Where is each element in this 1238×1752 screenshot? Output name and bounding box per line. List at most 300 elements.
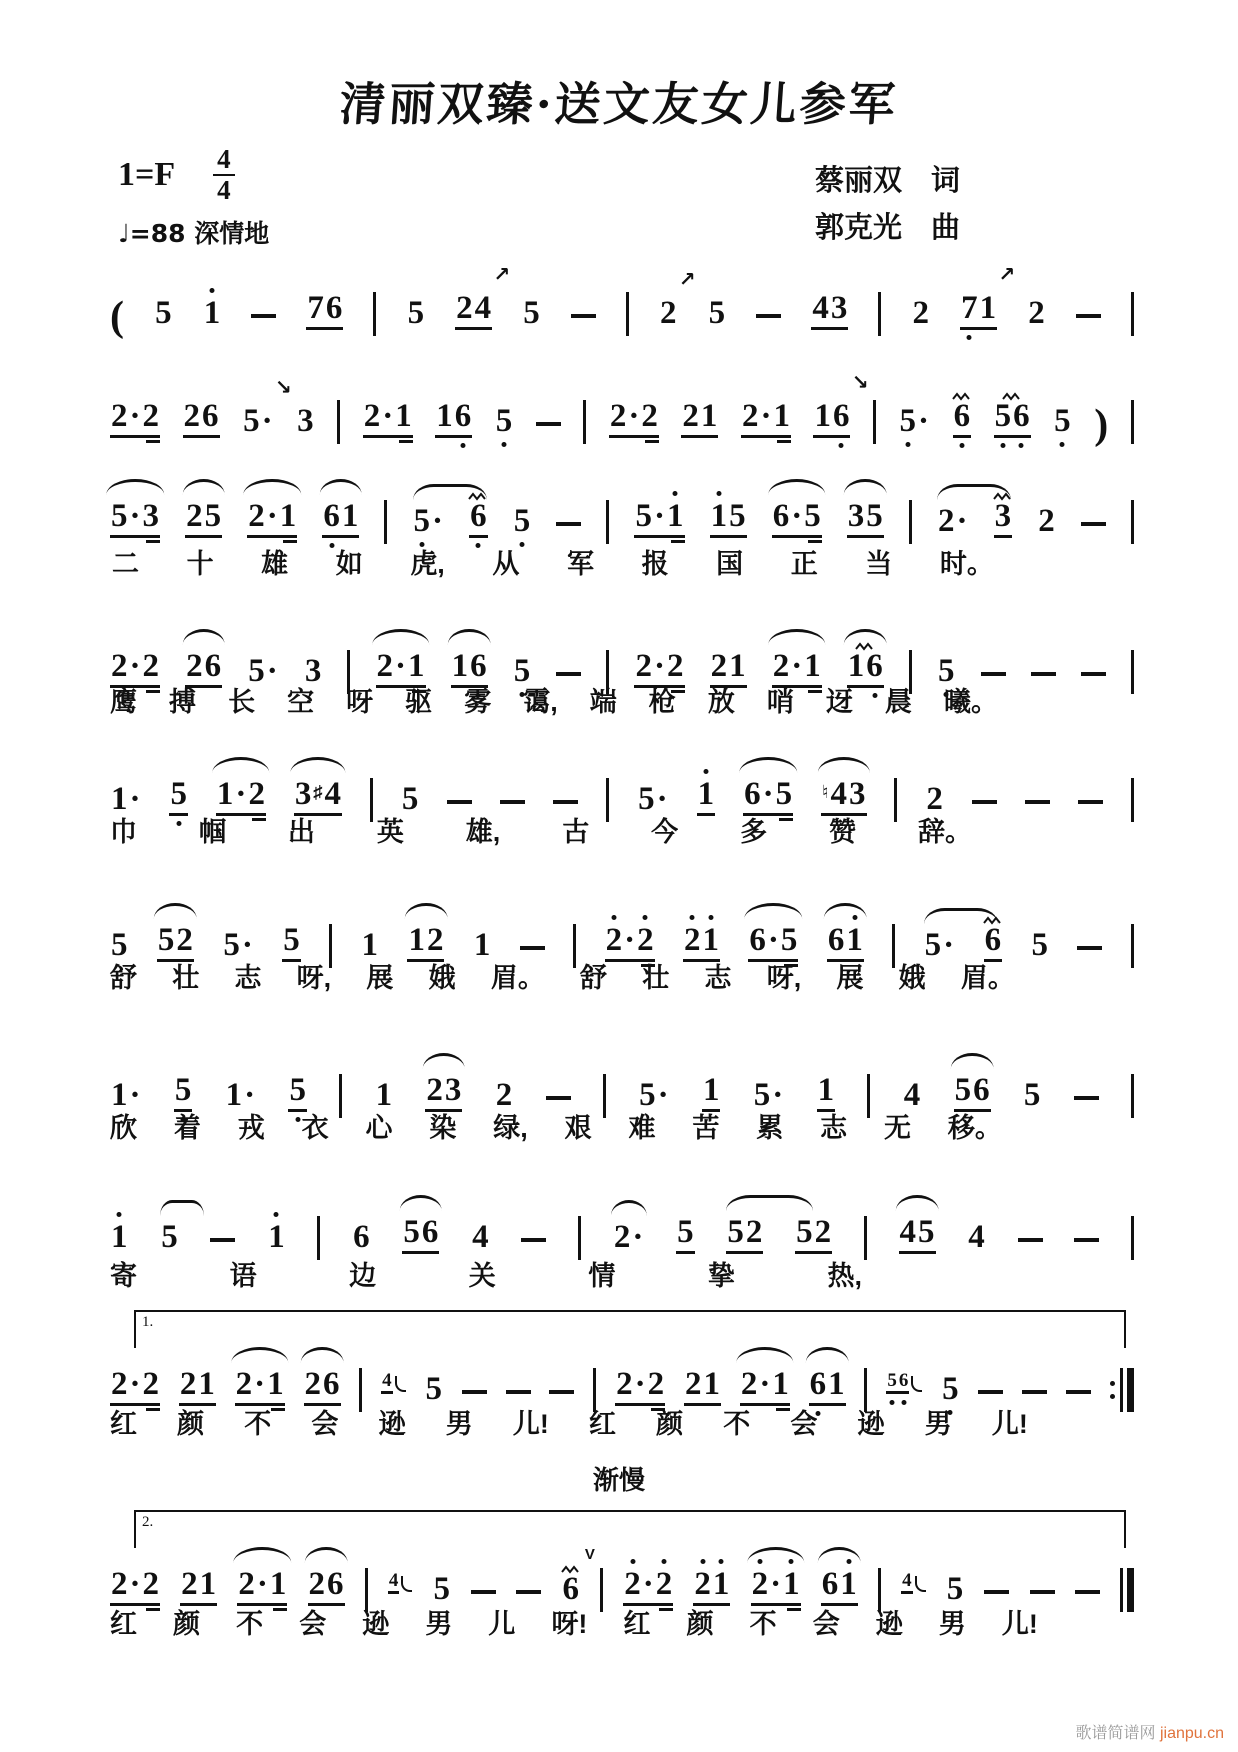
- lyric-syllable: 时。: [939, 549, 994, 579]
- note-digits: [495, 405, 514, 438]
- note-digit: 4: [474, 290, 492, 326]
- dash-note: [1031, 672, 1056, 677]
- note-digit: 2: [426, 1072, 443, 1108]
- note-digit: 6: [1012, 400, 1031, 433]
- rhythm-dot: ·: [129, 1366, 141, 1402]
- note-digit: 5: [635, 498, 652, 534]
- note-digit: 5: [727, 1214, 744, 1250]
- lyric-syllable: 儿!: [991, 1409, 1028, 1439]
- lyric-syllable: 志: [234, 963, 262, 993]
- dash-note: [1022, 1390, 1047, 1395]
- note: [609, 376, 659, 450]
- rhythm-dot: ·: [266, 653, 278, 689]
- rhythm-dot: ·: [266, 498, 278, 534]
- rhythm-dot: ·: [653, 648, 665, 684]
- note-digit: 5: [223, 927, 240, 963]
- note-digit: 5: [161, 1219, 178, 1255]
- lyric-syllable: 染: [429, 1113, 457, 1143]
- note-digit: 6: [454, 400, 473, 433]
- note-digits: [899, 405, 931, 438]
- rhythm-dot: ·: [628, 398, 640, 434]
- note-digits: [693, 1568, 730, 1606]
- note-digit: 1: [216, 776, 234, 812]
- note-digit: 6: [469, 500, 488, 533]
- note-digit: 1: [408, 648, 425, 684]
- octave-dot-above: [643, 915, 648, 920]
- note: [1053, 381, 1072, 450]
- note-digit: 1: [839, 1568, 858, 1601]
- lyric-syllable: 逊: [875, 1609, 903, 1639]
- note-digit: 5: [155, 295, 172, 331]
- octave-dot-above: [846, 1559, 851, 1564]
- rhythm-dot: ·: [634, 1366, 646, 1402]
- note-digits: [185, 500, 222, 538]
- volta-bracket: [134, 1510, 1126, 1548]
- barline: [864, 1216, 867, 1260]
- note: [1023, 1055, 1042, 1124]
- rhythm-dot: ·: [656, 781, 668, 817]
- underline-extra: [645, 440, 659, 443]
- note-digit: 2: [308, 1566, 325, 1602]
- note-digits: [741, 400, 791, 438]
- parenthesis: (: [110, 294, 124, 340]
- lyric-syllable: 壮: [642, 963, 670, 993]
- rhythm-dot: ·: [632, 1219, 644, 1255]
- barline-thin: [1120, 1568, 1123, 1612]
- note: [847, 476, 884, 550]
- note-digit: 1: [845, 924, 864, 957]
- underline-extra: [399, 440, 413, 443]
- rhythm-dot: ·: [759, 1366, 771, 1402]
- note-digit: 4: [472, 1219, 489, 1255]
- note-digits: [811, 292, 848, 330]
- note-digits: [179, 1368, 216, 1406]
- lyric-syllable: 雄,: [465, 817, 501, 847]
- note-digit: 2: [1038, 503, 1055, 539]
- lyric-syllable: 逊: [362, 1609, 390, 1639]
- dash-note: [1078, 800, 1103, 805]
- note-digit: 2: [683, 924, 702, 957]
- note-digit: 5: [866, 498, 883, 534]
- lyric-syllable: 当: [865, 549, 893, 579]
- lyric-syllable: 欣: [110, 1113, 137, 1143]
- note-digit: 3: [142, 498, 160, 534]
- note-digits: [469, 500, 488, 538]
- note: [407, 273, 426, 342]
- note-digit: 2: [111, 398, 128, 434]
- lyric-syllable: 心: [365, 1113, 393, 1143]
- barline: [1131, 650, 1134, 694]
- lyric-syllable: 报: [641, 549, 669, 579]
- note-digit: 2: [684, 1366, 702, 1402]
- note-digit: 5: [796, 1214, 813, 1250]
- lyric-syllable: 挚: [707, 1261, 735, 1291]
- note-digits: [247, 500, 297, 538]
- lyric-syllable: 眉。: [960, 963, 1015, 993]
- lyric-syllable: 语: [229, 1261, 257, 1291]
- note-digits: [809, 1368, 846, 1406]
- note: [710, 476, 747, 550]
- dash-note: [500, 800, 525, 805]
- lyrics-line: [110, 956, 1015, 995]
- note: [435, 376, 472, 450]
- note-digits: [659, 297, 678, 330]
- note-digit: 1: [710, 500, 729, 533]
- note-digit: 3: [304, 653, 322, 689]
- note-digit: 6: [327, 1566, 344, 1602]
- note-digit: 3: [297, 403, 314, 439]
- note-digit: 1: [702, 1072, 720, 1108]
- note-digits: [937, 505, 969, 538]
- note-digit: 5: [413, 505, 432, 538]
- lyric-syllable: 着: [173, 1113, 201, 1143]
- note-digit: 4: [899, 1214, 917, 1250]
- slur-icon: [160, 1200, 203, 1216]
- dash-note: [1030, 1590, 1055, 1595]
- barline: [384, 500, 387, 544]
- lyric-syllable: 男: [445, 1409, 473, 1439]
- note-digits: [710, 500, 747, 538]
- slur-icon: [372, 629, 430, 645]
- note-digits: [402, 1216, 439, 1254]
- lyric-syllable: 志: [820, 1113, 848, 1143]
- lyric-syllable: 颜: [177, 1409, 205, 1439]
- note: [994, 476, 1013, 550]
- dash-note: [756, 314, 781, 319]
- slur-icon: [400, 1195, 443, 1211]
- note: [110, 376, 160, 450]
- note-digit: 6: [984, 922, 1002, 958]
- slur-icon: [212, 757, 270, 773]
- rhythm-dot: ·: [624, 922, 636, 958]
- rhythm-dot: ·: [642, 1566, 654, 1602]
- lyric-syllable: 空: [287, 687, 315, 717]
- lyric-syllable: 关: [468, 1261, 496, 1291]
- note-digits: [1030, 929, 1049, 962]
- note-digits: [681, 400, 718, 438]
- dash-note: [553, 800, 578, 805]
- note-digit: 6: [322, 500, 341, 533]
- lyric-syllable: 从: [492, 549, 520, 579]
- note-digit: 4: [830, 776, 848, 812]
- note-digits: [899, 1216, 936, 1254]
- note-digit: 1: [782, 1568, 801, 1601]
- slur-icon: [243, 479, 301, 495]
- lyric-syllable: 展: [836, 963, 864, 993]
- key-signature: 1=F: [118, 156, 176, 193]
- rhythm-dot: ·: [760, 398, 772, 434]
- song-title: 清丽双臻·送文友女儿参军: [337, 77, 900, 131]
- note-digits: [237, 1568, 287, 1606]
- note-digits: [455, 292, 492, 330]
- note: [634, 476, 684, 550]
- rhythm-dot: ·: [791, 498, 803, 534]
- note-digits: [160, 1221, 179, 1254]
- lyric-syllable: 难: [628, 1113, 656, 1143]
- music-line: [110, 476, 1134, 550]
- note-digit: 1: [828, 1366, 845, 1402]
- note: [495, 381, 514, 450]
- note-digit: 1: [267, 1221, 286, 1254]
- note-digits: [684, 1368, 721, 1406]
- note-digit: 5: [924, 927, 942, 963]
- lyric-syllable: 英: [376, 817, 404, 847]
- note: [772, 476, 822, 550]
- note-digit: 6: [827, 922, 845, 958]
- lyric-syllable: 无: [884, 1113, 912, 1143]
- rhythm-dot: ·: [772, 1077, 784, 1113]
- note-digit: 1: [395, 398, 412, 434]
- note-digit: 2: [912, 295, 929, 331]
- tempo-marking: ♩=88 深情地: [118, 219, 270, 248]
- lyric-syllable: 颜: [686, 1609, 714, 1639]
- note-digit: 1: [700, 398, 718, 434]
- lyric-syllable: 赞: [829, 817, 857, 847]
- note-digits: [235, 1368, 285, 1406]
- lyric-syllable: 雄: [261, 549, 289, 579]
- lyric-syllable: 如: [335, 549, 363, 579]
- lyric-syllable: 正: [790, 549, 818, 579]
- rhythm-dot: ·: [256, 1566, 268, 1602]
- barline: [873, 400, 876, 444]
- lyric-syllable: 红: [110, 1609, 137, 1639]
- note-digits: [967, 1221, 986, 1254]
- rhythm-dot: ·: [657, 1077, 669, 1113]
- composer-credit: 郭克光 曲: [815, 211, 961, 244]
- note-digits: [1037, 505, 1056, 538]
- lyric-syllable: 眉。: [490, 963, 545, 993]
- lyric-syllable: 哨: [766, 687, 794, 717]
- volta-label: 2.: [142, 1514, 154, 1530]
- octave-dot-above: [209, 288, 214, 293]
- note: [185, 476, 222, 550]
- note: [322, 476, 359, 550]
- note-digit: 1: [703, 1366, 720, 1402]
- slur-icon: [231, 1347, 289, 1363]
- note-digits: [180, 1568, 217, 1606]
- slide-arrow-icon: ↘: [274, 375, 292, 399]
- lyric-syllable: 颜: [173, 1609, 201, 1639]
- note-digit: 6: [821, 1566, 839, 1602]
- note-digit: 6: [865, 650, 884, 683]
- note-digit: 4: [812, 290, 829, 326]
- slur-icon: [234, 1547, 292, 1563]
- watermark-site-name: 歌谱简谱网: [1075, 1725, 1160, 1742]
- lyric-syllable: 娥: [428, 963, 456, 993]
- note-digit: 2: [426, 922, 444, 958]
- note-digit: 5: [407, 295, 425, 331]
- slur-icon: [844, 479, 887, 495]
- lyric-syllable: 多: [740, 817, 768, 847]
- dash-note: [1066, 1390, 1091, 1395]
- rhythm-dot: ·: [241, 927, 253, 963]
- lyricist-credit: 蔡丽双 词: [815, 165, 961, 197]
- octave-dot-below: [460, 443, 465, 448]
- barline: [1131, 778, 1134, 822]
- note-digit: 1: [269, 1566, 287, 1602]
- lyric-syllable: 迓: [825, 687, 853, 717]
- rhythm-dot: ·: [956, 503, 968, 539]
- note-digit: 1: [666, 500, 685, 533]
- barline: [373, 292, 376, 336]
- note-digit: 6: [749, 922, 766, 958]
- note-digit: 2: [111, 1566, 128, 1602]
- note-digit: 1: [436, 398, 453, 434]
- note-digit: 2: [186, 648, 203, 684]
- note-digit: 5: [174, 1074, 193, 1107]
- repeat-dots: [1110, 1368, 1115, 1412]
- dash-note: [251, 314, 276, 319]
- note-digit: 1: [979, 290, 997, 326]
- note-digit: 6: [809, 1368, 828, 1401]
- note-digits: [183, 400, 220, 438]
- note-digits: [110, 400, 160, 438]
- note-digit: 1: [110, 1221, 129, 1254]
- slur-icon: [806, 1347, 849, 1363]
- note-digit: 5: [729, 498, 746, 534]
- octave-dot-above: [703, 769, 708, 774]
- dash-note: [1025, 800, 1050, 805]
- note-digit: 7: [960, 292, 979, 325]
- lyric-syllable: 衣: [301, 1113, 329, 1143]
- lyric-syllable: 长: [228, 687, 256, 717]
- rhythm-dot: ·: [129, 781, 141, 817]
- note-digit: 1: [279, 498, 297, 534]
- dash-note: [1074, 1096, 1099, 1101]
- lyrics-line: [112, 542, 994, 581]
- note-digit: 5: [899, 405, 918, 438]
- dash-note: [1018, 1238, 1043, 1243]
- note-digit: 6: [353, 1219, 370, 1255]
- lyric-syllable: 搏: [169, 687, 197, 717]
- note-digit: 5: [954, 1072, 972, 1108]
- octave-dot-above: [708, 915, 713, 920]
- lyric-syllable: 十: [186, 549, 214, 579]
- note-digit: 5: [401, 781, 419, 817]
- lyric-syllable: 红: [110, 1409, 137, 1439]
- note: [967, 1197, 986, 1266]
- note-digits: [242, 405, 274, 438]
- note-digit: 1: [203, 297, 222, 330]
- note-digit: 6: [325, 290, 343, 326]
- lyric-syllable: 壮: [172, 963, 200, 993]
- barline: [1131, 292, 1134, 336]
- note-digit: 2: [613, 1219, 631, 1255]
- lyric-syllable: 古: [562, 817, 590, 847]
- note-digit: 2: [740, 1366, 758, 1402]
- slur-icon: [739, 757, 797, 773]
- note-digit: 2: [142, 1366, 160, 1402]
- lyrics-line: [110, 1106, 1002, 1145]
- lyric-syllable: 不: [244, 1409, 272, 1439]
- note: [247, 476, 297, 550]
- note: [522, 273, 541, 342]
- octave-dot-above: [611, 915, 616, 920]
- octave-dot-below: [959, 443, 964, 448]
- note-digits: [407, 297, 426, 330]
- dash-note: [506, 1390, 531, 1395]
- note-digits: [267, 1221, 286, 1254]
- note-digits: [522, 297, 541, 330]
- note-digit: 6: [202, 398, 219, 434]
- dash-note: [536, 422, 561, 427]
- note-digit: 2: [304, 1366, 322, 1402]
- watermark-domain: jianpu.cn: [1159, 1725, 1224, 1742]
- dash-note: [981, 672, 1006, 677]
- note-digit: 4: [382, 1370, 392, 1391]
- note-digit: 5: [639, 1077, 656, 1113]
- note-digit: 6: [421, 1214, 439, 1250]
- barline-thick: [1127, 1568, 1134, 1612]
- note-digits: [1027, 297, 1046, 330]
- note-digits: [726, 1216, 763, 1254]
- octave-dot-above: [690, 915, 695, 920]
- lyric-syllable: 驱: [405, 687, 433, 717]
- dash-note: [1074, 1238, 1099, 1243]
- barline-thin: [1120, 1368, 1123, 1412]
- rhythm-dot: ·: [261, 403, 273, 439]
- note-digit: 5: [243, 403, 260, 439]
- note-digit: 2: [179, 1366, 197, 1402]
- lyric-syllable: 热,: [827, 1261, 862, 1291]
- octave-dot-above: [852, 915, 857, 920]
- note-digits: [953, 400, 972, 438]
- octave-dot-above: [716, 491, 721, 496]
- note-digit: 5: [495, 405, 514, 438]
- slur-icon: [182, 479, 225, 495]
- note-digits: [304, 1368, 341, 1406]
- note-digits: [740, 1368, 790, 1406]
- lyric-syllable: 男: [938, 1609, 966, 1639]
- note-digit: 2: [142, 398, 160, 434]
- parenthesis: ): [1094, 402, 1109, 448]
- note-digit: 2: [142, 1566, 160, 1602]
- credits: [815, 158, 960, 252]
- note-digits: [886, 1371, 909, 1394]
- lyric-syllable: 逊: [857, 1409, 885, 1439]
- slur-icon: [423, 1053, 466, 1069]
- slide-arrow-icon: ↗: [678, 267, 696, 291]
- note-digits: [513, 505, 532, 538]
- note-digits: [110, 1221, 129, 1254]
- octave-dot-above: [630, 1559, 635, 1564]
- note-digits: [1023, 1079, 1042, 1112]
- watermark: [1076, 1720, 1225, 1743]
- time-signature: [213, 146, 235, 204]
- note-digit: 3: [830, 290, 848, 326]
- note-digit: 1: [702, 924, 721, 957]
- dash-note: [1081, 522, 1106, 527]
- note-digit: 2: [248, 498, 265, 534]
- dash-note: [1076, 314, 1101, 319]
- note-digit: 1: [111, 1077, 128, 1113]
- lyric-syllable: 儿!: [1001, 1609, 1038, 1639]
- note-digit: 2: [183, 398, 201, 434]
- barline: [909, 500, 912, 544]
- note-digits: [847, 500, 884, 538]
- lyric-syllable: 呀!: [551, 1609, 588, 1639]
- note-digits: [388, 1571, 400, 1594]
- note-digit: 5: [425, 1371, 442, 1407]
- note-digit: 5: [994, 400, 1013, 433]
- note-digit: 3: [444, 1072, 462, 1108]
- dash-note: [571, 314, 596, 319]
- rhythm-dot: ·: [129, 498, 141, 534]
- lyric-syllable: 端: [589, 687, 617, 717]
- lyric-syllable: 舒: [580, 963, 608, 993]
- note: [960, 262, 1016, 342]
- octave-dot-above: [673, 491, 678, 496]
